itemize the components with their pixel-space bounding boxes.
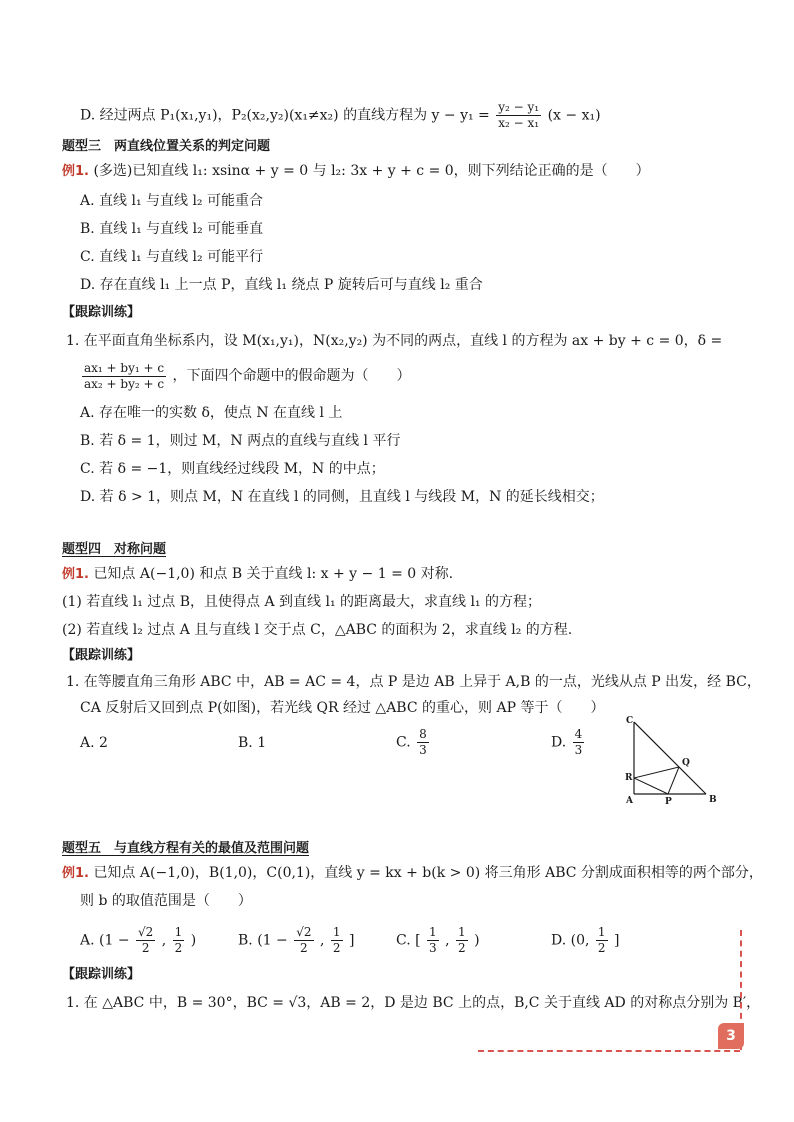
top-option-d-fraction [496,100,541,131]
type3-track-option-d: D. 若 δ > 1，则点 M，N 在直线 l 的同侧，且直线 l 与线段 M，N 的延长线相交； [80,489,604,505]
type4-track-q1-line1: 1. 在等腰直角三角形 ABC 中，AB = AC = 4，点 P 是边 AB 上异于 A,B 的一点，光线从点 P 出发，经 BC， [66,674,761,690]
type3-track-option-b: B. 若 δ = 1，则过 M，N 两点的直线与直线 l 平行 [80,433,401,449]
option-fraction [596,925,608,956]
option-text: ] [614,932,620,949]
top-option-d-mid: 的直线方程为 [343,107,428,124]
option-text: , [319,932,325,949]
type3-option-c: C. 直线 l₁ 与直线 l₂ 可能平行 [80,249,264,265]
option-label: C. [396,734,411,751]
top-option-d-points: P₁(x₁,y₁)，P₂(x₂,y₂)(x₁≠x₂) [160,107,339,124]
type4-example [62,565,453,584]
fraction-denominator: 3 [429,941,437,955]
page-corner-dashed-horizontal [478,1050,740,1052]
type4-option-b: B. 1 [238,735,267,751]
type3-option-a: A. 直线 l₁ 与直线 l₂ 可能重合 [80,193,263,209]
option-text: (1 − [257,932,288,949]
option-fraction [294,925,313,956]
type4-option-a: A. 2 [80,735,108,751]
option-text: (1 − [99,932,130,949]
label-b: B [709,795,717,805]
page-number: 3 [718,1023,744,1049]
fraction-numerator: 1 [597,925,606,939]
triangle-figure [618,712,730,810]
fraction-numerator: 4 [574,727,583,741]
type4-example-text: 已知点 A(−1,0) 和点 B 关于直线 l: x + y − 1 = 0 对称. [93,566,454,582]
type3-track-option-a: A. 存在唯一的实数 δ，使点 N 在直线 l 上 [80,405,343,421]
top-option-d-prefix: D. 经过两点 [80,107,156,124]
option-fraction [456,925,468,956]
fraction-numerator: 8 [419,727,427,741]
type5-example-line2: 则 b 的取值范围是（ ） [80,893,252,909]
fraction-denominator: 2 [597,941,606,955]
fraction-denominator: x₂ − x₁ [498,116,540,130]
section-title-type4: 题型四 对称问题 [62,542,167,557]
fraction-denominator: 2 [300,941,308,955]
top-option-d [80,100,601,131]
fraction-numerator: 1 [174,925,183,939]
option-fraction [173,925,185,956]
fraction-numerator: y₂ − y₁ [498,100,540,114]
option-label: D. [551,734,567,751]
fraction-denominator: 2 [174,941,183,955]
type5-option-a [80,925,196,956]
label-c: C [626,716,634,726]
type4-option-d [551,727,586,758]
section-title-type5: 题型五 与直线方程有关的最值及范围问题 [62,841,310,856]
type3-track-q1-line1: 1. 在平面直角坐标系内，设 M(x₁,y₁)，N(x₂,y₂) 为不同的两点，直线 l 的方程为 ax + by + c = 0，δ = [66,333,723,349]
option-label: D. [551,932,567,949]
option-fraction [573,727,585,758]
option-label: B. [238,932,253,949]
type3-example-text: (多选)已知直线 l₁: xsinα + y = 0 与 l₂: 3x + y + c = 0，则下列结论正确的是（ ） [93,163,650,179]
type5-example-text: 已知点 A(−1,0)，B(1,0)，C(0,1)，直线 y = kx + b(k > 0) 将三角形 ABC 分割成面积相等的两个部分， [93,865,763,881]
type4-part1: (1) 若直线 l₁ 过点 B，且使得点 A 到直线 l₁ 的距离最大，求直线 l₁ 的方程； [62,594,541,610]
fraction-denominator: ax₂ + by₂ + c [84,376,165,391]
type5-option-d [551,925,619,956]
example-tag: 例1. [62,164,89,179]
section-title-type3: 题型三 两直线位置关系的判定问题 [62,139,271,154]
option-label: A. [80,932,95,949]
fraction-numerator: √2 [296,925,312,939]
option-fraction [427,925,439,956]
option-fraction [417,727,429,758]
fraction-numerator: 1 [332,925,341,939]
option-text: [ [415,932,421,949]
fraction-numerator: 1 [458,925,466,939]
type3-option-b: B. 直线 l₁ 与直线 l₂ 可能垂直 [80,221,264,237]
fraction-denominator: 3 [574,743,583,757]
option-text: , [161,932,167,949]
top-option-d-tail: (x − x₁) [547,107,601,124]
option-text: ] [348,932,355,949]
fraction-numerator: √2 [138,925,154,939]
option-text: (0, [570,932,590,949]
type5-track-q1-line1: 1. 在 △ABC 中，B = 30°，BC = √3，AB = 2，D 是边 BC 上的点，B,C 关于直线 AD 的对称点分别为 B′， [66,995,761,1011]
option-text: , [445,932,450,949]
fraction-denominator: 2 [141,941,150,955]
fraction-denominator: 2 [332,941,341,955]
option-text: ) [474,932,480,949]
type3-track-q1-tail: ，下面四个命题中的假命题为（ ） [172,368,411,384]
type3-example [62,162,650,181]
type3-option-d: D. 存在直线 l₁ 上一点 P，直线 l₁ 绕点 P 旋转后可与直线 l₂ 重合 [80,277,483,293]
label-p: P [665,797,672,807]
type3-track-option-c: C. 若 δ = −1，则直线经过线段 M，N 的中点； [80,461,385,477]
label-q: Q [682,758,690,768]
type5-option-c [396,925,480,956]
tracking-training-heading: 【跟踪训练】 [62,305,141,320]
type3-track-q1-line2 [80,360,411,392]
type4-part2: (2) 若直线 l₂ 过点 A 且与直线 l 交于点 C，△ABC 的面积为 2，求直线 l₂ 的方程. [62,622,573,638]
label-a: A [626,796,633,806]
ray-qr [634,767,679,778]
label-r: R [625,773,633,783]
fraction-denominator: 2 [458,941,466,955]
fraction-numerator: ax₁ + by₁ + c [84,360,165,375]
ray-rp [634,778,668,794]
tracking-training-heading: 【跟踪训练】 [62,967,141,982]
option-label: C. [396,932,411,949]
option-fraction [331,925,343,956]
type4-option-c [396,727,431,758]
example-tag: 例1. [62,866,89,881]
example-tag: 例1. [62,567,89,582]
type4-track-q1-line2: CA 反射后又回到点 P(如图)，若光线 QR 经过 △ABC 的重心，则 AP 等于（ ） [80,700,605,716]
type5-example-line1 [62,864,763,883]
type5-option-b [238,925,354,956]
fraction-numerator: 1 [429,925,437,939]
top-option-d-lhs: y − y₁ = [431,107,490,124]
option-fraction [136,925,155,956]
option-text: ) [190,932,197,949]
delta-fraction [82,361,166,392]
tracking-training-heading: 【跟踪训练】 [62,648,141,663]
ray-pq [668,767,679,794]
fraction-denominator: 3 [419,743,427,757]
